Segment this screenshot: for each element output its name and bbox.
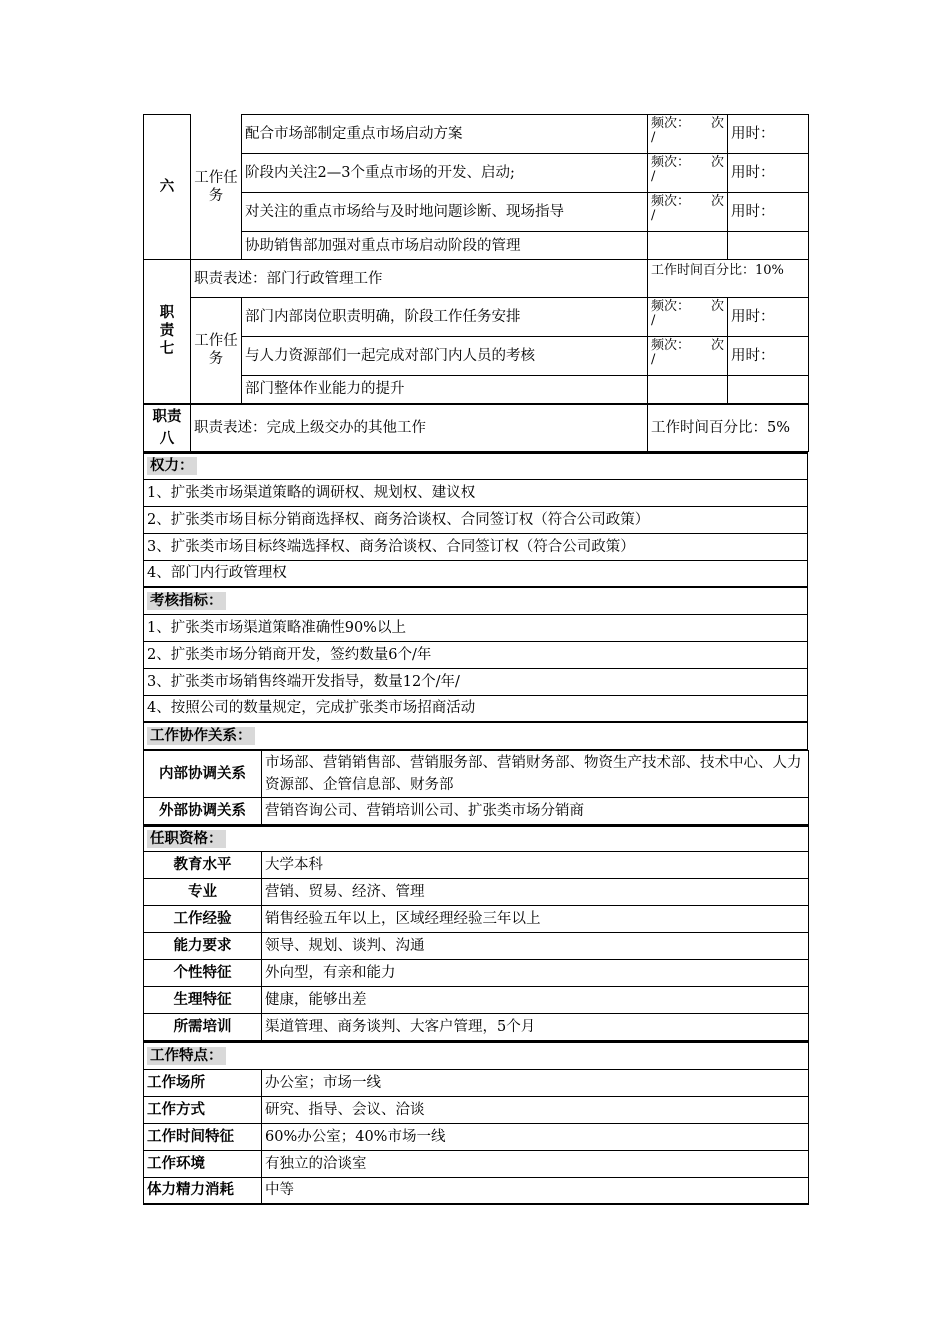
- kpi-item-2: 2、扩张类市场分销商开发，签约数量6个/年: [144, 641, 808, 668]
- qual-label: 生理特征: [144, 987, 262, 1014]
- duty6-task-1: 配合市场部制定重点市场启动方案: [242, 115, 648, 154]
- feat-label: 工作场所: [144, 1069, 262, 1096]
- power-item-4: 4、部门内行政管理权: [144, 560, 808, 587]
- kpi-item-4: 4、按照公司的数量规定，完成扩张类市场招商活动: [144, 695, 808, 722]
- qual-label: 教育水平: [144, 852, 262, 879]
- feat-title: 工作特点：: [147, 1047, 226, 1065]
- time-cell: 用时：: [728, 115, 809, 154]
- feat-table: [143, 1041, 809, 1205]
- duty6-task-4: 协助销售部加强对重点市场启动阶段的管理: [242, 232, 648, 260]
- kpi-title: 考核指标：: [147, 592, 226, 610]
- qual-table: [143, 825, 809, 1042]
- qual-value: 外向型，有亲和能力: [262, 960, 809, 987]
- qual-value: 销售经验五年以上，区域经理经验三年以上: [262, 906, 809, 933]
- feat-label: 工作环境: [144, 1150, 262, 1177]
- feat-label: 工作方式: [144, 1096, 262, 1123]
- time-cell: 用时：: [728, 154, 809, 193]
- job-description-sheet: [143, 114, 808, 1205]
- feat-value: 中等: [262, 1177, 809, 1204]
- feat-label: 工作时间特征: [144, 1123, 262, 1150]
- freq-cell: 频次： 次 /: [648, 115, 728, 154]
- coop-external-label: 外部协调关系: [144, 797, 262, 824]
- duty6-task-3: 对关注的重点市场给与及时地问题诊断、现场指导: [242, 193, 648, 232]
- duty7-desc: 职责表述：部门行政管理工作: [191, 260, 648, 298]
- duty7-label: 职责七: [144, 260, 191, 404]
- power-title: 权力：: [147, 457, 197, 475]
- freq-cell: 频次： 次 /: [648, 337, 728, 376]
- kpi-item-3: 3、扩张类市场销售终端开发指导，数量12个/年/: [144, 668, 808, 695]
- coop-internal-value: 市场部、营销销售部、营销服务部、营销财务部、物资生产技术部、技术中心、人力资源部、企管信息部、财务部: [262, 750, 809, 797]
- duty6-label: 六: [144, 115, 191, 260]
- freq-cell: 频次： 次 /: [648, 298, 728, 337]
- duty7-task-3: 部门整体作业能力的提升: [242, 376, 648, 404]
- qual-label: 专业: [144, 879, 262, 906]
- qual-title: 任职资格：: [147, 830, 226, 848]
- kpi-item-1: 1、扩张类市场渠道策略准确性90%以上: [144, 614, 808, 641]
- time-cell: 用时：: [728, 298, 809, 337]
- qual-label: 个性特征: [144, 960, 262, 987]
- duty8-percent: 工作时间百分比：5%: [648, 404, 809, 452]
- duty6-task-2: 阶段内关注2—3个重点市场的开发、启动;: [242, 154, 648, 193]
- power-item-3: 3、扩张类市场目标终端选择权、商务洽谈权、合同签订权（符合公司政策）: [144, 533, 808, 560]
- qual-value: 营销、贸易、经济、管理: [262, 879, 809, 906]
- coop-external-value: 营销咨询公司、营销培训公司、扩张类市场分销商: [262, 797, 809, 824]
- duty6-task-label: 工作任务: [194, 169, 238, 204]
- duty7-task-2: 与人力资源部们一起完成对部门内人员的考核: [242, 337, 648, 376]
- feat-label: 体力精力消耗: [144, 1177, 262, 1204]
- time-cell: 用时：: [728, 193, 809, 232]
- duty7-percent: 工作时间百分比：10%: [648, 260, 809, 298]
- qual-label: 能力要求: [144, 933, 262, 960]
- qual-value: 健康，能够出差: [262, 987, 809, 1014]
- feat-value: 60%办公室；40%市场一线: [262, 1123, 809, 1150]
- qual-label: 所需培训: [144, 1014, 262, 1041]
- duty7-task-1: 部门内部岗位职责明确，阶段工作任务安排: [242, 298, 648, 337]
- power-table: [143, 452, 808, 750]
- coop-title: 工作协作关系：: [147, 727, 255, 745]
- freq-cell: 频次： 次 /: [648, 154, 728, 193]
- feat-value: 研究、指导、会议、洽谈: [262, 1096, 809, 1123]
- feat-value: 办公室；市场一线: [262, 1069, 809, 1096]
- time-cell: 用时：: [728, 337, 809, 376]
- duty7-task-label: 工作任务: [191, 298, 242, 404]
- duty8-desc: 职责表述：完成上级交办的其他工作: [191, 404, 648, 452]
- feat-value: 有独立的洽谈室: [262, 1150, 809, 1177]
- power-item-2: 2、扩张类市场目标分销商选择权、商务洽谈权、合同签订权（符合公司政策）: [144, 506, 808, 533]
- coop-internal-label: 内部协调关系: [144, 750, 262, 797]
- power-item-1: 1、扩张类市场渠道策略的调研权、规划权、建议权: [144, 479, 808, 506]
- duty8-label: 职责八: [144, 404, 191, 452]
- coop-table: [143, 750, 809, 825]
- freq-cell: 频次： 次 /: [648, 193, 728, 232]
- qual-value: 领导、规划、谈判、沟通: [262, 933, 809, 960]
- duties-table: [143, 114, 809, 452]
- qual-label: 工作经验: [144, 906, 262, 933]
- qual-value: 渠道管理、商务谈判、大客户管理，5个月: [262, 1014, 809, 1041]
- qual-value: 大学本科: [262, 852, 809, 879]
